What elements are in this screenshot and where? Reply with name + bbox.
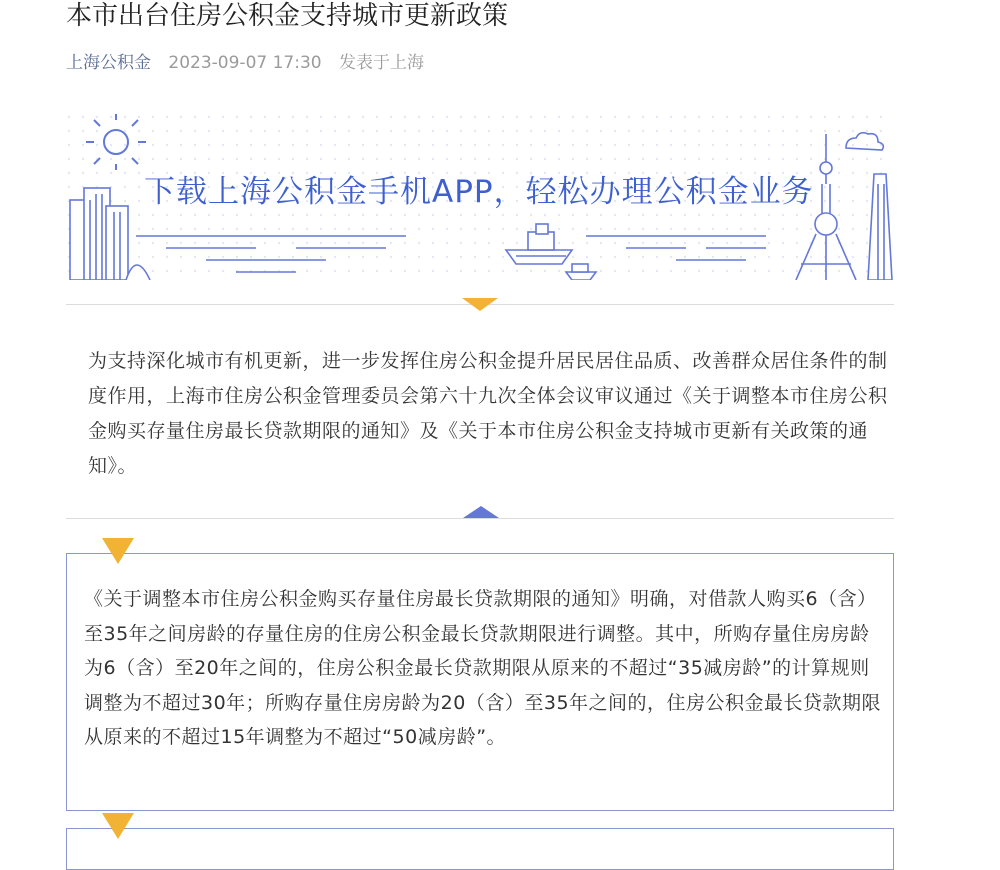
article-title: 本市出台住房公积金支持城市更新政策 — [66, 1, 509, 31]
divider-blue-arrow-icon — [463, 506, 499, 518]
app-download-banner[interactable] — [66, 114, 894, 280]
article-meta — [66, 52, 424, 74]
publish-date: 2023-09-07 17:30 — [168, 53, 322, 73]
section-box-2 — [66, 828, 894, 870]
intro-paragraph: 为支持深化城市有机更新，进一步发挥住房公积金提升居民居住品质、改善群众居住条件的制度作用，上海市住房公积金管理委员会第六十九次全体会议审议通过《关于调整本市住房公积金购买存量住房最长贷款期限的通知》及《关于本市住房公积金支持城市更新有关政策的通知》。 — [88, 350, 888, 477]
divider-gold-arrow-icon — [462, 298, 498, 311]
section-marker-icon — [102, 538, 134, 564]
divider-middle — [66, 518, 894, 519]
banner-text: 下载上海公积金手机APP，轻松办理公积金业务 — [144, 174, 814, 210]
section-marker-icon — [102, 813, 134, 839]
section-1-paragraph: 《关于调整本市住房公积金购买存量住房最长贷款期限的通知》明确，对借款人购买6（含）至35年之间房龄的存量住房的住房公积金最长贷款期限进行调整。其中，所购存量住房房龄为6（含）至20年之间的，住房公积金最长贷款期限从原来的不超过“35减房龄”的计算规则调整为不超过30年；所购存量住房房龄为20（含）至35年之间的，住房公积金最长贷款期限从原来的不超过15年调整为不超过“50减房龄”。 — [84, 588, 882, 748]
author-link[interactable]: 上海公积金 — [66, 53, 151, 73]
publish-location: 发表于上海 — [339, 53, 425, 73]
